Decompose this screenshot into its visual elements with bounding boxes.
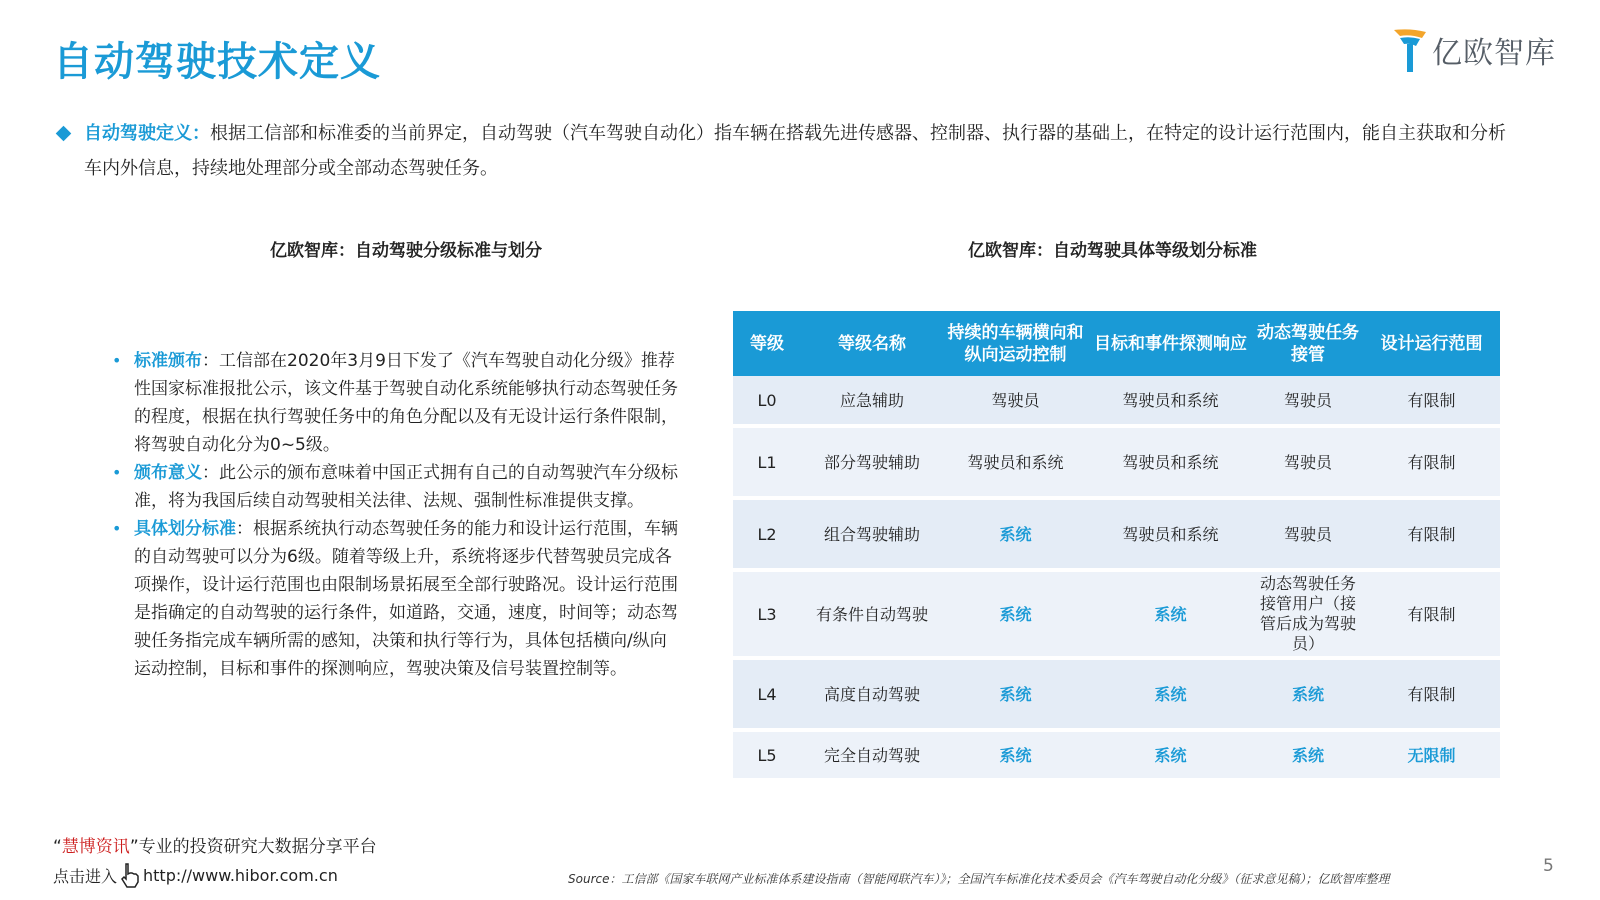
table-cell: 驾驶员和系统 — [1088, 498, 1253, 570]
table-row — [733, 498, 1500, 570]
table-cell: 驾驶员和系统 — [1088, 426, 1253, 498]
table-cell: 有限制 — [1363, 498, 1500, 570]
table-cell: 系统 — [943, 570, 1088, 658]
table-cell: 系统 — [1253, 730, 1363, 780]
bullet-text: 此公示的颁布意味着中国正式拥有自己的自动驾驶汽车分级标准，将为我国后续自动驾驶相关法律、法规、强制性标准提供支撑。 — [134, 463, 678, 511]
right-section-title: 亿欧智库：自动驾驶具体等级划分标准 — [968, 241, 1257, 261]
table-row — [733, 730, 1500, 780]
standards-bullet-list — [112, 347, 682, 683]
definition-text: 根据工信部和标准委的当前界定，自动驾驶（汽车驾驶自动化）指车辆在搭载先进传感器、控制器、执行器的基础上，在特定的设计运行范围内，能自主获取和分析车内外信息，持续地处理部分或全部动态驾驶任务。 — [84, 123, 1506, 179]
source-note: Source：工信部《国家车联网产业标准体系建设指南（智能网联汽车）》；全国汽车标准化技术委员会《汽车驾驶自动化分级》（征求意见稿）；亿欧智库整理 — [568, 872, 1390, 886]
table-cell: 系统 — [943, 658, 1088, 730]
brand-logo — [1392, 22, 1567, 78]
table-cell: 有条件自动驾驶 — [801, 570, 943, 658]
bullet-item — [112, 347, 682, 459]
table-header-cell: 目标和事件探测响应 — [1088, 311, 1253, 376]
bullet-separator: ： — [202, 351, 219, 371]
table-header-row — [733, 311, 1500, 376]
table-cell: L4 — [733, 658, 801, 730]
table-cell: 驾驶员和系统 — [943, 426, 1088, 498]
table-row — [733, 570, 1500, 658]
table-cell: 系统 — [1088, 570, 1253, 658]
table-cell: 有限制 — [1363, 658, 1500, 730]
table-cell: L0 — [733, 376, 801, 426]
bullet-term: 具体划分标准 — [134, 519, 236, 539]
definition-block — [58, 116, 1508, 186]
table-cell: 系统 — [1088, 730, 1253, 780]
definition-term: 自动驾驶定义： — [84, 123, 210, 144]
bullet-item — [112, 459, 682, 515]
table-header-cell: 等级 — [733, 311, 801, 376]
footer-slogan-text: ”专业的投资研究大数据分享平台 — [129, 837, 377, 857]
yiou-logo-icon — [1392, 26, 1428, 74]
bullet-text: 工信部在2020年3月9日下发了《汽车驾驶自动化分级》推荐性国家标准报批公示，该文件基于驾驶自动化系统能够执行动态驾驶任务的程度，根据在执行驾驶任务中的角色分配以及有无设计运行条件限制，将驾驶自动化分为0~5级。 — [134, 351, 678, 455]
table-cell: 系统 — [943, 498, 1088, 570]
bullet-dot-icon: • — [112, 463, 122, 482]
table-cell: 应急辅助 — [801, 376, 943, 426]
bullet-term: 颁布意义 — [134, 463, 202, 483]
table-cell: L1 — [733, 426, 801, 498]
table-header-cell: 动态驾驶任务接管 — [1253, 311, 1363, 376]
footer-link-prefix: 点击进入 — [53, 866, 118, 886]
page-number: 5 — [1543, 856, 1554, 876]
table-cell: 系统 — [943, 730, 1088, 780]
table-cell: 驾驶员 — [943, 376, 1088, 426]
open-quote: “ — [53, 837, 62, 857]
bullet-term: 标准颁布 — [134, 351, 202, 371]
table-row — [733, 658, 1500, 730]
table-cell: 驾驶员 — [1253, 498, 1363, 570]
hand-pointer-icon — [119, 862, 141, 888]
table-row — [733, 426, 1500, 498]
left-section-title: 亿欧智库：自动驾驶分级标准与划分 — [270, 241, 542, 261]
table-cell: L5 — [733, 730, 801, 780]
table-cell: 驾驶员 — [1253, 376, 1363, 426]
footer-link-row — [53, 862, 338, 888]
footer-brand: 慧博资讯 — [61, 837, 130, 857]
table-cell: 部分驾驶辅助 — [801, 426, 943, 498]
table-cell: 有限制 — [1363, 570, 1500, 658]
table-cell: 高度自动驾驶 — [801, 658, 943, 730]
table-cell: 驾驶员和系统 — [1088, 376, 1253, 426]
diamond-bullet-icon — [56, 126, 72, 142]
table-cell: 系统 — [1088, 658, 1253, 730]
table-cell: 有限制 — [1363, 426, 1500, 498]
table-header-cell: 设计运行范围 — [1363, 311, 1500, 376]
table-cell: 有限制 — [1363, 376, 1500, 426]
table-header-cell: 等级名称 — [801, 311, 943, 376]
bullet-dot-icon: • — [112, 519, 122, 538]
table-cell: L3 — [733, 570, 801, 658]
table-cell: 系统 — [1253, 658, 1363, 730]
table-cell: 动态驾驶任务接管用户（接管后成为驾驶员） — [1253, 570, 1363, 658]
bullet-separator: ： — [202, 463, 219, 483]
bullet-separator: ： — [236, 519, 253, 539]
footer-slogan — [53, 832, 377, 857]
bullet-text: 根据系统执行动态驾驶任务的能力和设计运行范围，车辆的自动驾驶可以分为6级。随着等级上升，系统将逐步代替驾驶员完成各项操作，设计运行范围也由限制场景拓展至全部行驶路况。设计运行范围是指确定的自动驾驶的运行条件，如道路，交通，速度，时间等；动态驾驶任务指完成车辆所需的感知，决策和执行等行为，具体包括横向/纵向运动控制，目标和事件的探测响应，驾驶决策及信号装置控制等。 — [134, 519, 678, 679]
table-cell: 驾驶员 — [1253, 426, 1363, 498]
logo-text: 亿欧智库 — [1432, 36, 1556, 71]
bullet-dot-icon: • — [112, 351, 122, 370]
footer-link-url[interactable]: http://www.hibor.com.cn — [143, 865, 338, 885]
bullet-item — [112, 515, 682, 683]
page-title: 自动驾驶技术定义 — [53, 39, 381, 85]
table-cell: 组合驾驶辅助 — [801, 498, 943, 570]
table-cell: L2 — [733, 498, 801, 570]
autonomy-levels-table — [733, 311, 1500, 782]
table-header-cell: 持续的车辆横向和纵向运动控制 — [943, 311, 1088, 376]
table-cell: 完全自动驾驶 — [801, 730, 943, 780]
table-cell: 无限制 — [1363, 730, 1500, 780]
table-row — [733, 376, 1500, 426]
